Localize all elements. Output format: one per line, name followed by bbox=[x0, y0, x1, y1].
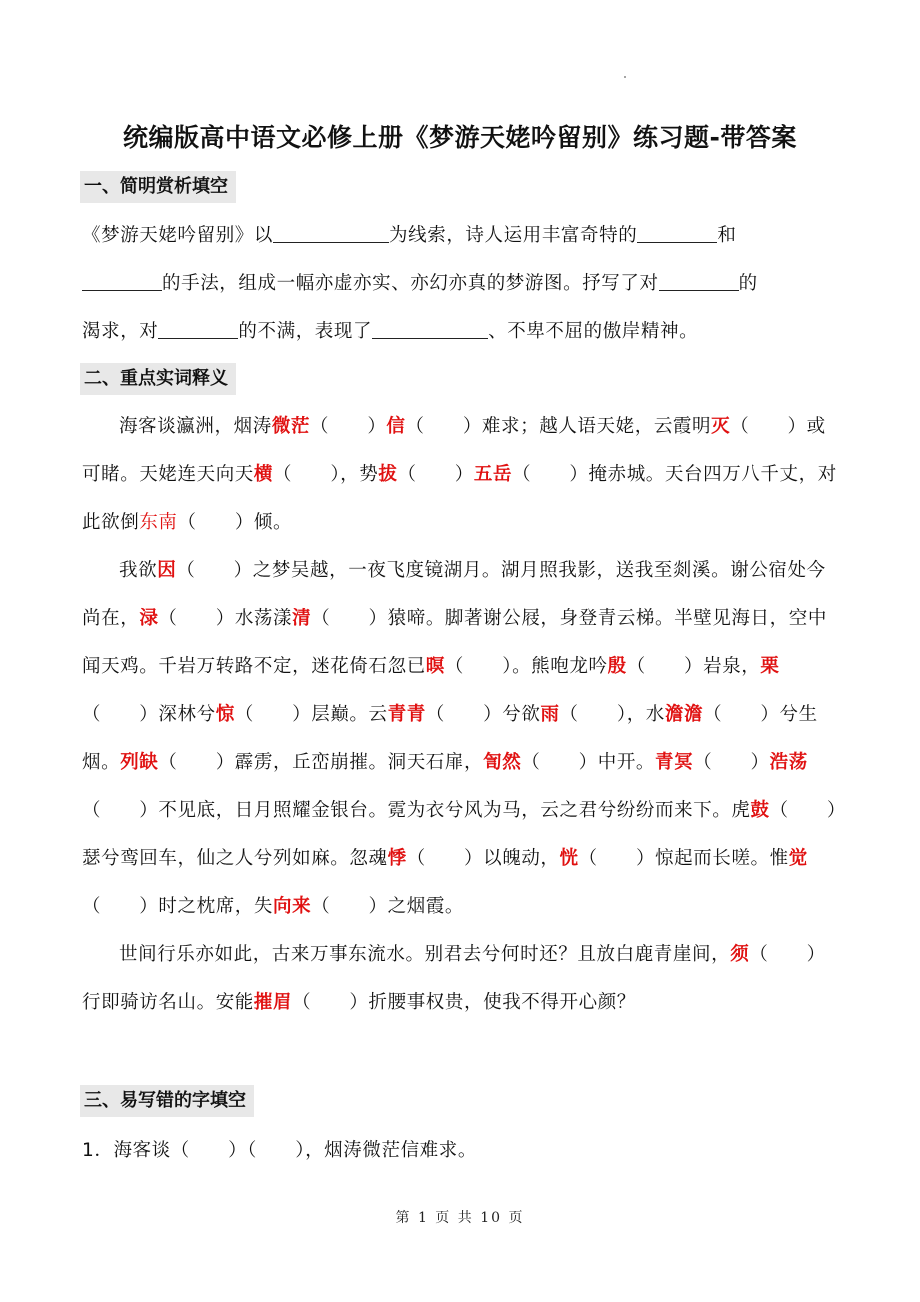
text-run: （ ）之烟霞。 bbox=[311, 896, 465, 917]
key-word: 因 bbox=[157, 560, 177, 581]
text-run: （ ）惊起而长嗟。惟 bbox=[578, 848, 789, 869]
analysis-paragraph bbox=[82, 212, 842, 356]
text-run: 渴求，对 bbox=[82, 321, 159, 342]
key-word: 五岳 bbox=[473, 464, 513, 485]
answer-blank bbox=[372, 320, 488, 339]
text-run: （ ） bbox=[397, 464, 474, 485]
text-run: （ ）或可睹。天姥连天向天 bbox=[82, 416, 826, 485]
text-run: （ ）掩赤城。天台四万八千丈，对此欲倒 bbox=[82, 464, 837, 533]
poem-paragraph-3 bbox=[82, 931, 842, 1027]
key-word: 青青 bbox=[387, 704, 426, 725]
answer-blank bbox=[82, 272, 162, 291]
key-word: 觉 bbox=[788, 848, 808, 869]
key-word: 澹澹 bbox=[664, 704, 704, 725]
text-run: （ ）水荡漾 bbox=[158, 608, 293, 629]
answer-blank bbox=[273, 224, 389, 243]
question-1: 1．海客谈（ ）（ ），烟涛微茫信难求。 bbox=[82, 1140, 477, 1161]
text-run: （ ），水 bbox=[559, 704, 665, 725]
text-run: （ ）时之枕席，失 bbox=[82, 896, 274, 917]
text-run: 我欲 bbox=[119, 560, 158, 581]
text-run: 的不满，表现了 bbox=[238, 321, 373, 342]
text-run: （ ）行即骑访名山。安能 bbox=[82, 944, 826, 1013]
text-run: （ ）之梦吴越，一夜飞度镜湖月。湖月照我影，送我至剡溪。谢公宿处今尚在， bbox=[82, 560, 826, 629]
key-word: 雨 bbox=[540, 704, 560, 725]
key-word: 渌 bbox=[139, 608, 159, 629]
key-word: 惊 bbox=[215, 704, 235, 725]
text-run: （ ）兮生烟。 bbox=[82, 704, 818, 773]
text-run: （ ） bbox=[310, 416, 387, 437]
key-word: 信 bbox=[386, 416, 406, 437]
text-run: （ ）不见底，日月照耀金银台。霓为衣兮风为马，云之君兮纷纷而来下。虎 bbox=[82, 800, 751, 821]
key-word: 摧眉 bbox=[253, 992, 293, 1013]
section-3-body bbox=[82, 1127, 842, 1175]
key-word: 灭 bbox=[711, 416, 731, 437]
text-run: （ ）霹雳，丘峦崩摧。洞天石扉， bbox=[158, 752, 484, 773]
key-word: 悸 bbox=[387, 848, 407, 869]
key-word: 向来 bbox=[273, 896, 312, 917]
text-run: 的 bbox=[738, 273, 758, 294]
text-run: （ ）岩泉， bbox=[626, 656, 761, 677]
answer-blank bbox=[659, 272, 739, 291]
key-word: 清 bbox=[292, 608, 312, 629]
text-run: （ ）猿啼。脚著谢公屐，身登青云梯。半壁见海日，空中闻天鸡。千岩万转路不定，迷花倚石忽已 bbox=[82, 608, 827, 677]
poem-paragraph-2 bbox=[82, 547, 842, 931]
text-run: （ ）折腰事权贵，使我不得开心颜？ bbox=[292, 992, 636, 1013]
text-run: （ ）层巅。云 bbox=[234, 704, 388, 725]
key-word: 暝 bbox=[425, 656, 445, 677]
key-word: 恍 bbox=[559, 848, 579, 869]
text-run: 、不卑不屈的傲岸精神。 bbox=[488, 321, 699, 342]
key-word: 殷 bbox=[607, 656, 627, 677]
text-run: （ ）兮欲 bbox=[425, 704, 541, 725]
text-run: 世间行乐亦如此，古来万事东流水。别君去兮何时还？且放白鹿青崖间， bbox=[119, 944, 731, 965]
key-word: 拔 bbox=[378, 464, 398, 485]
page-speck bbox=[624, 76, 626, 78]
text-run: （ ）深林兮 bbox=[82, 704, 216, 725]
text-run: （ ）中开。 bbox=[521, 752, 656, 773]
key-word: 微茫 bbox=[271, 416, 311, 437]
text-run: （ ）。熊咆龙吟 bbox=[444, 656, 608, 677]
text-run: 和 bbox=[717, 225, 737, 246]
key-word: 横 bbox=[253, 464, 274, 485]
key-word: 列缺 bbox=[120, 752, 159, 773]
answer-blank bbox=[158, 320, 238, 339]
section-2-body bbox=[82, 403, 842, 1027]
poem-paragraph-1 bbox=[82, 403, 842, 547]
text-run: （ ） bbox=[693, 752, 770, 773]
section-heading-2: 二、重点实词释义 bbox=[80, 363, 236, 395]
section-heading-1: 一、简明赏析填空 bbox=[80, 171, 236, 203]
section-1-body bbox=[82, 212, 842, 356]
section-heading-3: 三、易写错的字填空 bbox=[80, 1085, 254, 1117]
document-title: 统编版高中语文必修上册《梦游天姥吟留别》练习题-带答案 bbox=[123, 123, 797, 152]
text-run: （ ）难求；越人语天姥，云霞明 bbox=[405, 416, 712, 437]
key-word: 青冥 bbox=[655, 752, 694, 773]
page-footer: 第 1 页 共 10 页 bbox=[395, 1210, 525, 1226]
text-run: （ ）瑟兮鸾回车，仙之人兮列如麻。忽魂 bbox=[82, 800, 837, 869]
text-run: 为线索，诗人运用丰富奇特的 bbox=[389, 225, 638, 246]
key-word: 须 bbox=[730, 944, 750, 965]
text-run: 海客谈瀛洲，烟涛 bbox=[119, 416, 272, 437]
text-run: 《梦游天姥吟留别》以 bbox=[82, 225, 274, 246]
text-run: （ ）倾。 bbox=[177, 512, 293, 533]
key-word: 鼓 bbox=[750, 800, 770, 821]
text-run: （ ）以魄动， bbox=[406, 848, 560, 869]
answer-blank bbox=[637, 224, 717, 243]
text-run: 的手法，组成一幅亦虚亦实、亦幻亦真的梦游图。抒写了对 bbox=[162, 273, 659, 294]
key-word: 东南 bbox=[139, 512, 178, 533]
text-run: （ ），势 bbox=[273, 464, 379, 485]
key-word: 浩荡 bbox=[769, 752, 808, 773]
key-word: 栗 bbox=[760, 656, 780, 677]
key-word: 訇然 bbox=[483, 752, 522, 773]
